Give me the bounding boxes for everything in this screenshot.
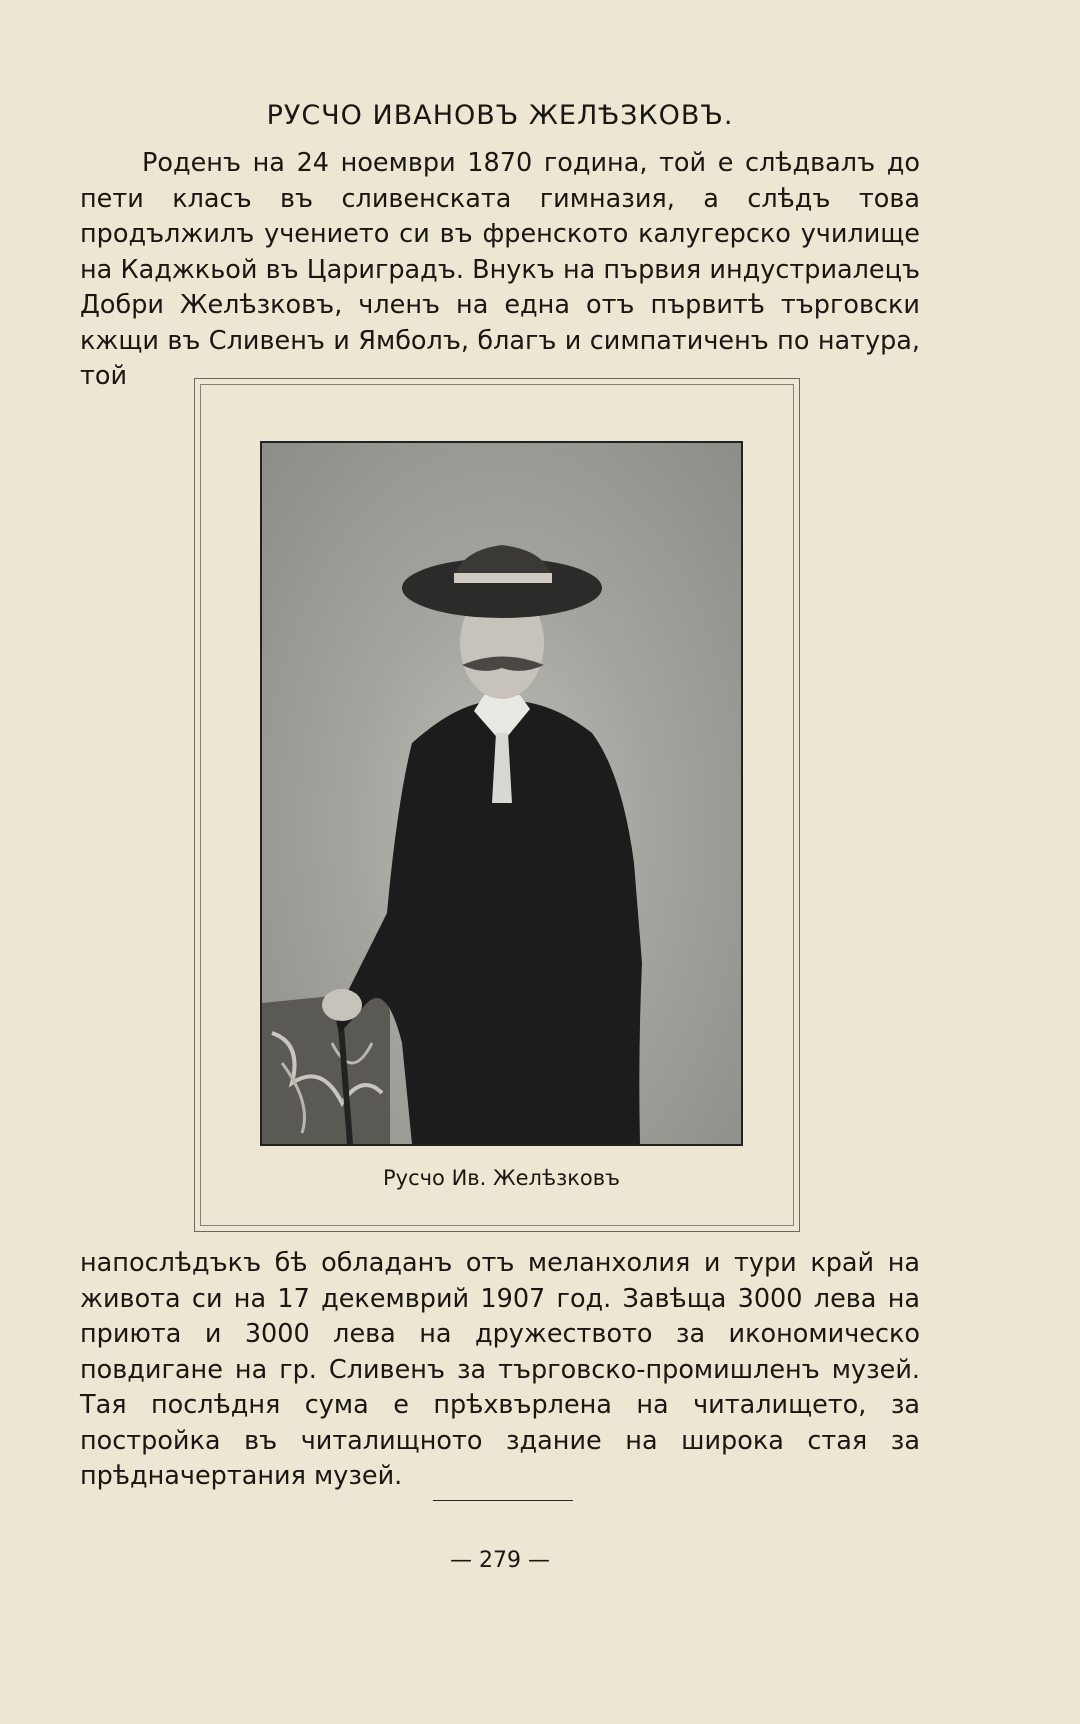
portrait-illustration [262,443,741,1144]
paragraph-before-photo: Роденъ на 24 ноември 1870 година, той е слѣдвалъ до пети класъ въ сливенската гимназия, а слѣдъ това продължилъ учението си въ френското калугерско училище на Каджкьой въ Цариградъ. Внукъ на първия индустриалецъ Добри Желѣзковъ, членъ на една отъ първитѣ търговски кжщи въ Сливенъ и Ямболъ, благъ и симпатиченъ по натура, той [80,148,920,391]
paragraph-after-photo: напослѣдъкъ бѣ обладанъ отъ меланхолия и тури край на живота си на 17 декемврий 1907 год. Завѣща 3000 лева на приюта и 3000 лева на дружеството за икономическо повдигане на гр. Сливенъ за търговско-промишленъ музей. Тая послѣдня сума е прѣхвърлена на читалището, за постройка въ читалищното здание на широка стая за прѣдначертания музей. [80,1248,920,1491]
page-number: — 279 — [450,1548,550,1573]
portrait-photo [260,441,743,1146]
photo-caption: Русчо Ив. Желѣзковъ [383,1166,620,1190]
section-divider [433,1500,573,1501]
page-title: РУСЧО ИВАНОВЪ ЖЕЛѢЗКОВЪ. [266,100,734,131]
